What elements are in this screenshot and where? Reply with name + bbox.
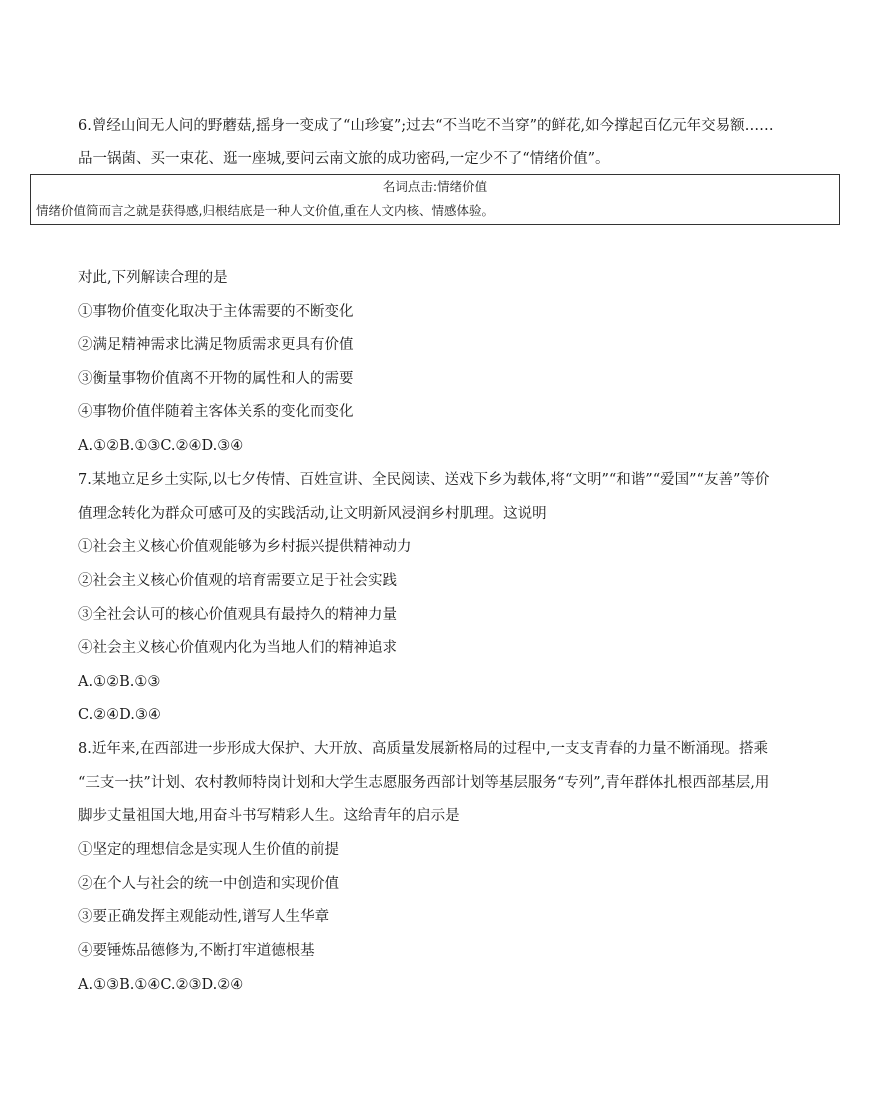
q6-option-3: ③衡量事物价值离不开物的属性和人的需要: [78, 371, 354, 387]
q6-stem-line-2: 品一锅菌、买一束花、逛一座城,要问云南文旅的成功密码,一定少不了“情绪价值”。: [78, 151, 610, 167]
q8-option-4: ④要锤炼品德修为,不断打牢道德根基: [78, 943, 315, 959]
q7-answers-line-2: C.②④D.③④: [78, 707, 161, 723]
definition-box-title: 名词点击:情绪价值: [382, 179, 488, 194]
q8-option-3: ③要正确发挥主观能动性,谱写人生华章: [78, 909, 330, 925]
q8-stem-line-2: “三支一扶”计划、农村教师特岗计划和大学生志愿服务西部计划等基层服务“专列”,青年群体扎根西部基层,用: [78, 775, 770, 791]
q6-option-4: ④事物价值伴随着主客体关系的变化而变化: [78, 404, 354, 420]
q6-option-2: ②满足精神需求比满足物质需求更具有价值: [78, 337, 354, 353]
definition-box: [30, 174, 840, 225]
q7-option-2: ②社会主义核心价值观的培育需要立足于社会实践: [78, 573, 397, 589]
q7-option-4: ④社会主义核心价值观内化为当地人们的精神追求: [78, 640, 397, 656]
q7-option-1: ①社会主义核心价值观能够为乡村振兴提供精神动力: [78, 539, 412, 555]
q7-answers-line-1: A.①②B.①③: [78, 674, 161, 690]
q7-stem-line-2: 值理念转化为群众可感可及的实践活动,让文明新风浸润乡村肌理。这说明: [78, 506, 547, 522]
q8-stem-line-1: 8.近年来,在西部进一步形成大保护、大开放、高质量发展新格局的过程中,一支支青春的力量不断涌现。搭乘: [78, 741, 769, 757]
q6-option-1: ①事物价值变化取决于主体需要的不断变化: [78, 304, 354, 320]
q7-option-3: ③全社会认可的核心价值观具有最持久的精神力量: [78, 607, 397, 623]
q8-option-2: ②在个人与社会的统一中创造和实现价值: [78, 876, 339, 892]
definition-box-body: 情绪价值简而言之就是获得感,归根结底是一种人文价值,重在人文内核、情感体验。: [36, 203, 494, 218]
q6-answers: A.①②B.①③C.②④D.③④: [78, 438, 244, 454]
q7-stem-line-1: 7.某地立足乡土实际,以七夕传情、百姓宣讲、全民阅读、送戏下乡为载体,将“文明”“和谐”“爱国”“友善”等价: [78, 472, 770, 488]
q8-answers: A.①③B.①④C.②③D.②④: [78, 977, 244, 993]
q8-stem-line-3: 脚步丈量祖国大地,用奋斗书写精彩人生。这给青年的启示是: [78, 808, 460, 824]
q8-option-1: ①坚定的理想信念是实现人生价值的前提: [78, 842, 339, 858]
q6-prompt: 对此,下列解读合理的是: [78, 270, 228, 286]
q6-stem-line-1: 6.曾经山间无人问的野蘑菇,摇身一变成了“山珍宴”;过去“不当吃不当穿”的鲜花,如今撑起百亿元年交易额……: [78, 118, 774, 134]
